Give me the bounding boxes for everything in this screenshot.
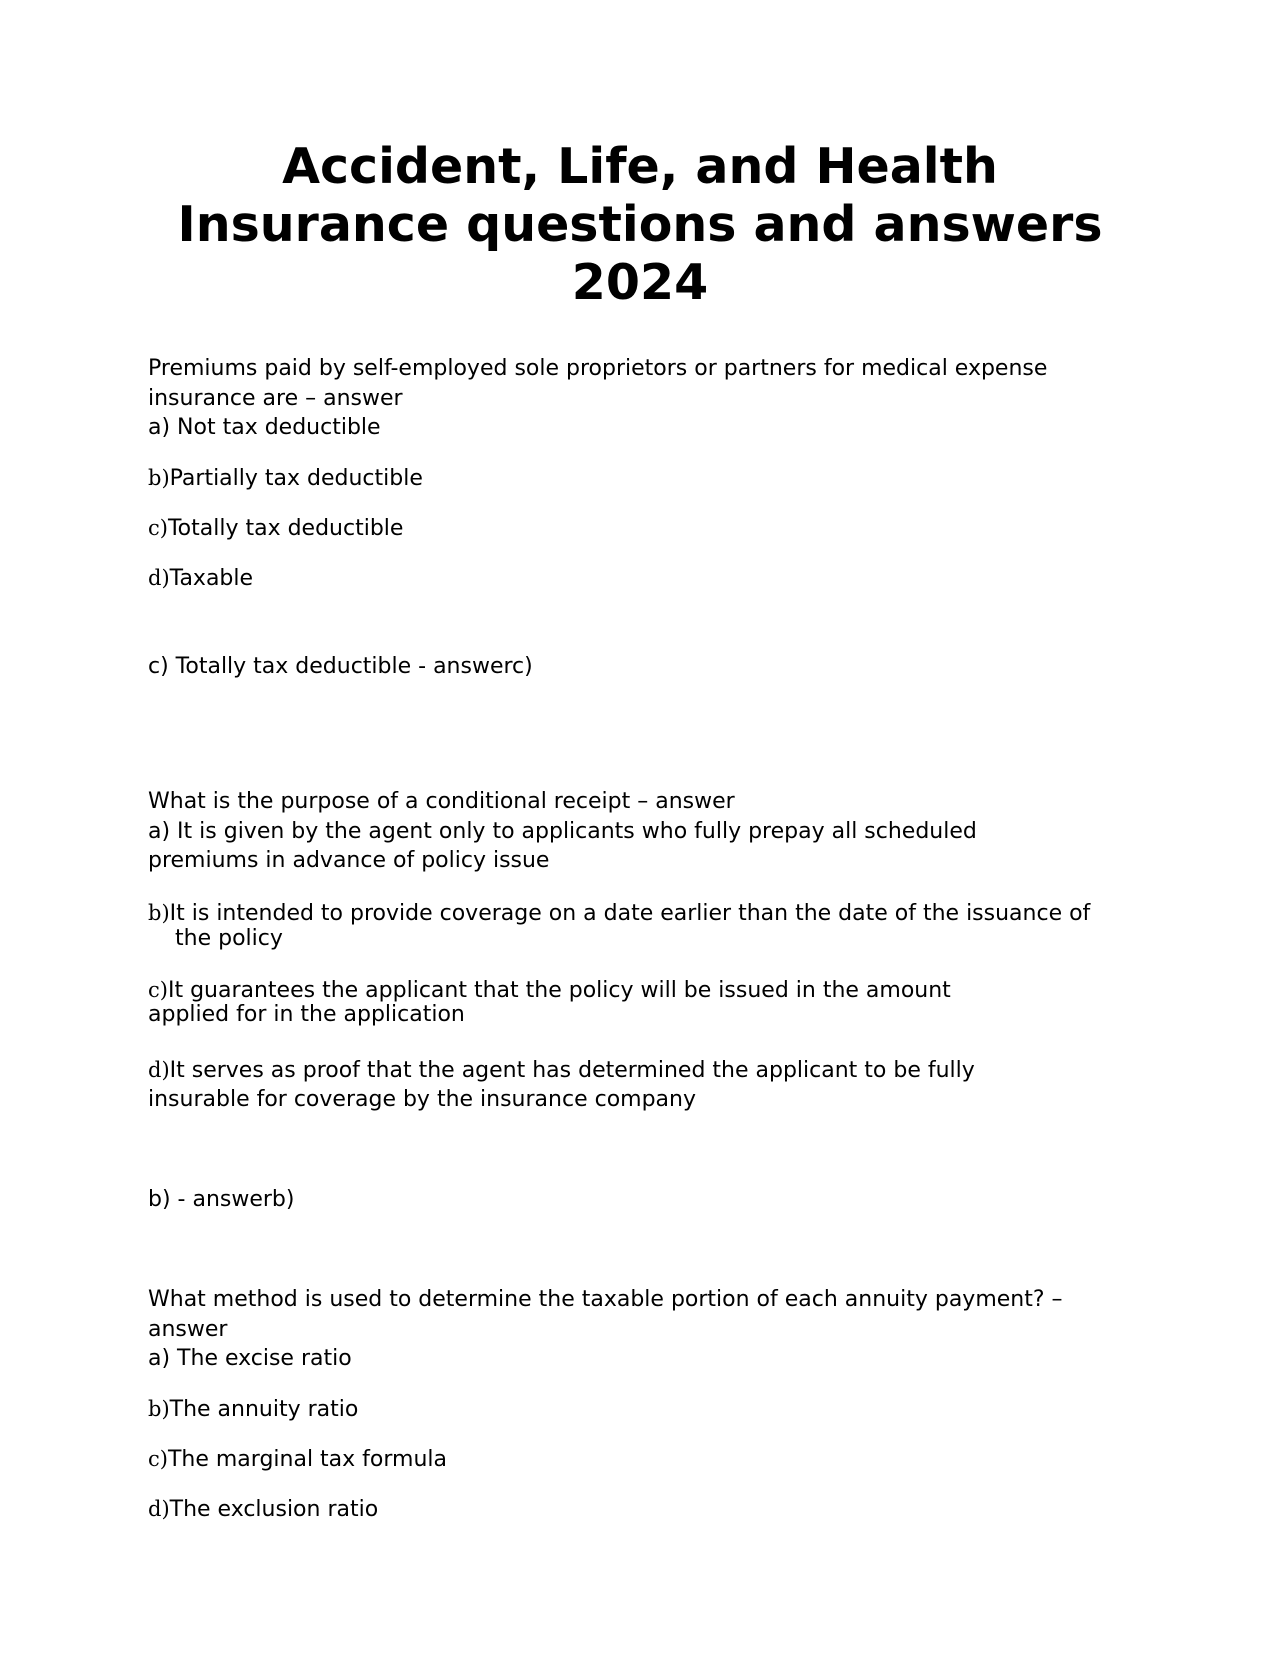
option-letter: b) bbox=[148, 1397, 170, 1421]
question-1-prompt-line-1: Premiums paid by self-employed sole proprietors or partners for medical expense bbox=[148, 356, 1048, 381]
question-2-option-a-line-1: a) It is given by the agent only to applicants who fully prepay all scheduled bbox=[148, 819, 977, 844]
option-text: The exclusion ratio bbox=[169, 1497, 379, 1522]
question-1-option-b bbox=[148, 465, 423, 492]
option-letter: b) bbox=[148, 466, 170, 490]
question-2-option-a-line-2: premiums in advance of policy issue bbox=[148, 848, 550, 873]
option-letter: c) bbox=[148, 1447, 168, 1471]
question-2-option-d bbox=[148, 1057, 975, 1084]
question-2-prompt: What is the purpose of a conditional receipt – answer bbox=[148, 789, 735, 814]
question-2-answer: b) - answerb) bbox=[148, 1187, 295, 1212]
question-3-option-d bbox=[148, 1496, 378, 1523]
option-text: The marginal tax formula bbox=[167, 1447, 448, 1472]
option-letter: d) bbox=[148, 566, 170, 590]
option-text: Totally tax deductible bbox=[167, 516, 404, 541]
option-text: It guarantees the applicant that the policy will be issued in the amount bbox=[167, 978, 951, 1003]
question-2-option-c-line-2: applied for in the application bbox=[148, 1002, 465, 1027]
question-1-answer: c) Totally tax deductible - answerc) bbox=[148, 654, 533, 679]
question-3-prompt-line-2: answer bbox=[148, 1317, 228, 1342]
document-title: Accident, Life, and Health Insurance questions and answers 2024 bbox=[177, 138, 1103, 311]
option-letter: b) bbox=[148, 901, 170, 925]
option-letter: c) bbox=[148, 978, 168, 1002]
question-1-option-a: a) Not tax deductible bbox=[148, 415, 381, 440]
question-3-option-c bbox=[148, 1446, 447, 1473]
option-text: It is intended to provide coverage on a date earlier than the date of the issuance of bbox=[169, 901, 1091, 926]
option-letter: d) bbox=[148, 1497, 170, 1521]
question-2-option-d-line-2: insurable for coverage by the insurance company bbox=[148, 1087, 696, 1112]
option-text: It serves as proof that the agent has determined the applicant to be fully bbox=[169, 1058, 975, 1083]
option-text: Taxable bbox=[169, 566, 254, 591]
question-3-option-a: a) The excise ratio bbox=[148, 1346, 352, 1371]
question-1-prompt-line-2: insurance are – answer bbox=[148, 386, 403, 411]
option-letter: d) bbox=[148, 1058, 170, 1082]
question-3-prompt-line-1: What method is used to determine the taxable portion of each annuity payment? – bbox=[148, 1287, 1063, 1312]
question-3-option-b bbox=[148, 1396, 358, 1423]
option-letter: c) bbox=[148, 516, 168, 540]
question-1-option-d bbox=[148, 565, 253, 592]
question-1-option-c bbox=[148, 515, 403, 542]
question-2-option-b-line-2: the policy bbox=[175, 926, 283, 951]
option-text: The annuity ratio bbox=[169, 1397, 359, 1422]
option-text: Partially tax deductible bbox=[169, 466, 423, 491]
question-2-option-b bbox=[148, 900, 1090, 927]
